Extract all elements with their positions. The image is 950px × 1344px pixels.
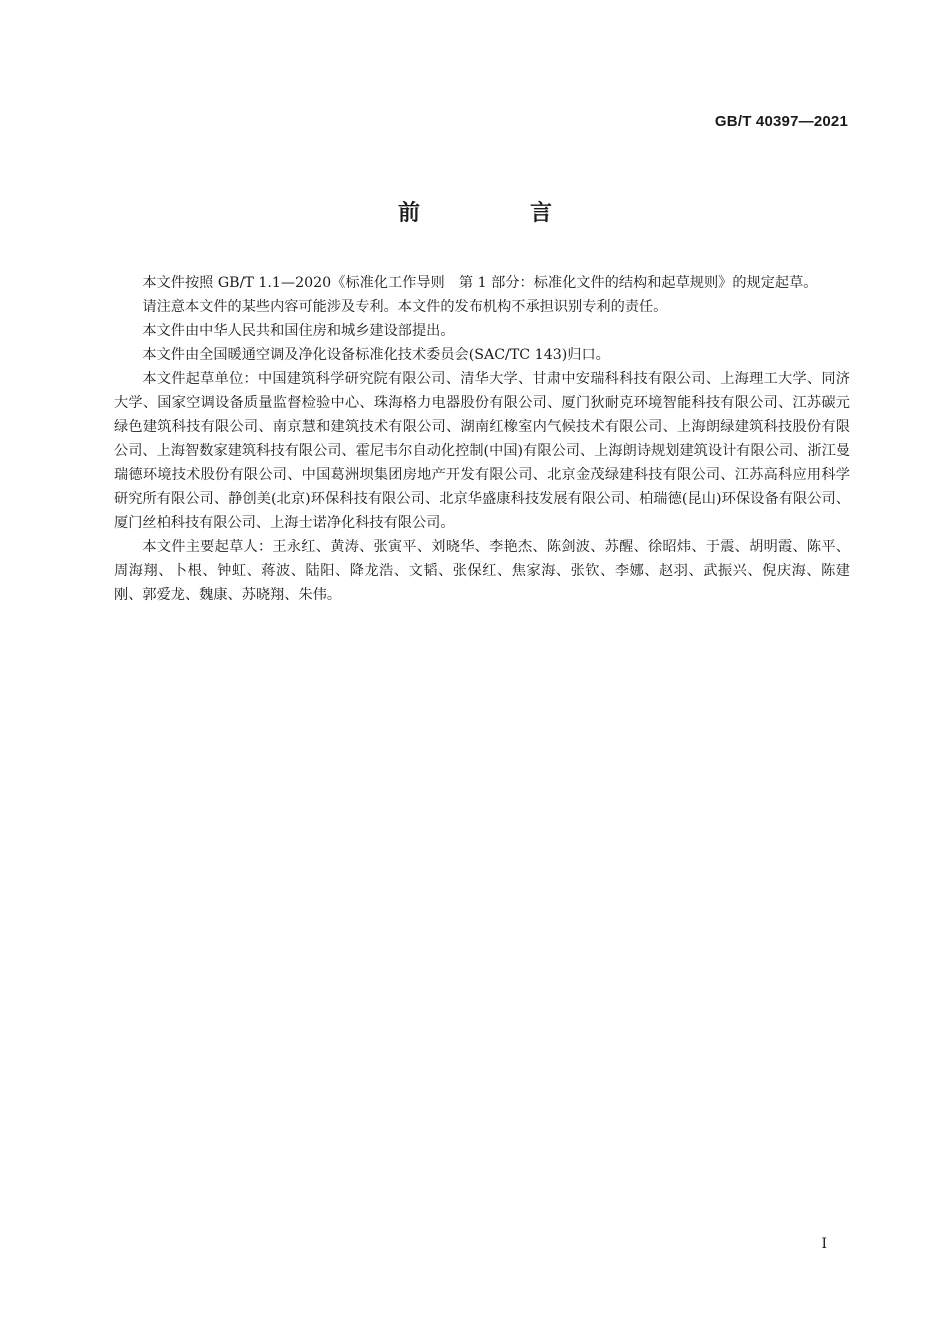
paragraph-drafting-units: 本文件起草单位：中国建筑科学研究院有限公司、清华大学、甘肃中安瑞科科技有限公司、上海理工大学、同济大学、国家空调设备质量监督检验中心、珠海格力电器股份有限公司、厦门狄耐克环境智能科技有限公司、江苏碳元绿色建筑科技有限公司、南京慧和建筑技术有限公司、湖南红橡室内气候技术有限公司、上海朗绿建筑科技股份有限公司、上海智数家建筑科技有限公司、霍尼韦尔自动化控制(中国)有限公司、上海朗诗规划建筑设计有限公司、浙江曼瑞德环境技术股份有限公司、中国葛洲坝集团房地产开发有限公司、北京金茂绿建科技有限公司、江苏高科应用科学研究所有限公司、静创美(北京)环保科技有限公司、北京华盛康科技发展有限公司、柏瑞德(昆山)环保设备有限公司、厦门丝柏科技有限公司、上海士诺净化科技有限公司。 <box>114 371 850 531</box>
paragraph-drafters: 本文件主要起草人：王永红、黄涛、张寅平、刘晓华、李艳杰、陈剑波、苏醒、徐昭炜、于震、胡明霞、陈平、周海翔、卜根、钟虹、蒋波、陆阳、降龙浩、文韬、张保红、焦家海、张钦、李娜、赵羽、武振兴、倪庆海、陈建刚、郭爱龙、魏康、苏晓翔、朱伟。 <box>114 539 850 603</box>
foreword-body <box>114 271 850 607</box>
paragraph-proposer: 本文件由中华人民共和国住房和城乡建设部提出。 <box>142 323 455 339</box>
paragraph-patent-notice: 请注意本文件的某些内容可能涉及专利。本文件的发布机构不承担识别专利的责任。 <box>142 299 668 315</box>
page-number: I <box>821 1236 827 1252</box>
paragraph-committee: 本文件由全国暖通空调及净化设备标准化技术委员会(SAC/TC 143)归口。 <box>142 347 610 363</box>
page-title: 前 言 <box>397 201 596 226</box>
paragraph-drafting-rules: 本文件按照 GB/T 1.1—2020《标准化工作导则 第 1 部分：标准化文件的结构和起草规则》的规定起草。 <box>142 275 818 291</box>
standard-code: GB/T 40397—2021 <box>714 113 848 130</box>
